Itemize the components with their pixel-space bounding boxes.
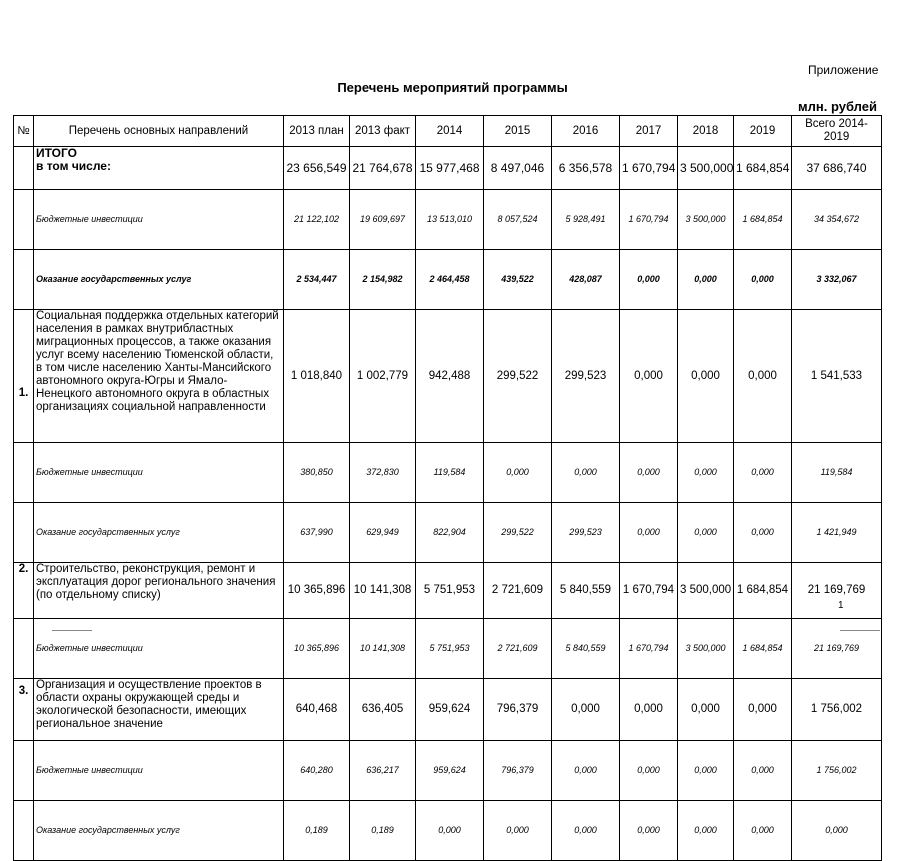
row-value-cell: 0,000 [416,801,484,861]
row-value-cell: 637,990 [284,503,350,563]
row-number [14,190,34,250]
row-number: 2. [14,563,34,619]
row-value-cell: 8 497,046 [484,147,552,190]
row-value-cell: 1 670,794 [620,147,678,190]
row-value-cell: 0,000 [678,250,734,310]
table-row [14,443,882,503]
row-value-cell: 0,000 [552,679,620,741]
row-name: ИТОГО в том числе: [34,147,284,190]
row-name: Бюджетные инвестиции [34,619,284,679]
table-row [14,310,882,443]
row-value-cell: 0,000 [552,741,620,801]
row-value-cell: 0,000 [552,801,620,861]
col-header-2019: 2019 [734,116,792,147]
row-value-cell: 0,000 [734,801,792,861]
table-row [14,250,882,310]
col-header-name: Перечень основных направлений [34,116,284,147]
row-value-cell: 1 018,840 [284,310,350,443]
row-value-cell: 796,379 [484,741,552,801]
page-number: 1 [838,600,844,611]
row-value-cell: 0,000 [734,741,792,801]
row-value-cell: 0,000 [734,503,792,563]
row-value-cell: 5 751,953 [416,563,484,619]
row-number [14,147,34,190]
row-value-cell: 439,522 [484,250,552,310]
row-value-cell: 1 541,533 [792,310,882,443]
footer-rule-right [840,630,880,631]
row-value-cell: 0,000 [792,801,882,861]
row-value-cell: 1 684,854 [734,147,792,190]
document-title: Перечень мероприятий программы [337,80,568,95]
col-header-2013-fact: 2013 факт [350,116,416,147]
table-row [14,503,882,563]
units-label: млн. рублей [798,99,877,114]
col-header-2015: 2015 [484,116,552,147]
row-value-cell: 0,000 [620,310,678,443]
row-value-cell: 119,584 [416,443,484,503]
row-number [14,503,34,563]
table-header-row [14,116,882,147]
col-header-2018: 2018 [678,116,734,147]
row-value-cell: 0,000 [484,443,552,503]
row-value-cell: 299,523 [552,310,620,443]
row-value-cell: 299,522 [484,310,552,443]
col-header-2017: 2017 [620,116,678,147]
program-measures-table [13,115,882,861]
row-value-cell: 0,000 [620,250,678,310]
row-value-cell: 428,087 [552,250,620,310]
row-name: Бюджетные инвестиции [34,190,284,250]
row-value-cell: 380,850 [284,443,350,503]
row-value-cell: 0,000 [552,443,620,503]
table-row [14,801,882,861]
row-value-cell: 2 464,458 [416,250,484,310]
row-value-cell: 1 756,002 [792,679,882,741]
row-value-cell: 0,189 [284,801,350,861]
row-value-cell: 299,523 [552,503,620,563]
row-value-cell: 0,000 [620,503,678,563]
row-value-cell: 2 154,982 [350,250,416,310]
row-value-cell: 0,000 [734,250,792,310]
row-value-cell: 0,000 [678,679,734,741]
row-value-cell: 0,000 [678,503,734,563]
row-value-cell: 5 840,559 [552,619,620,679]
row-number [14,443,34,503]
row-value-cell: 959,624 [416,679,484,741]
row-value-cell: 0,000 [734,443,792,503]
row-number [14,801,34,861]
row-value-cell: 942,488 [416,310,484,443]
row-value-cell: 1 670,794 [620,190,678,250]
row-value-cell: 3 332,067 [792,250,882,310]
row-value-cell: 0,000 [678,801,734,861]
row-number [14,741,34,801]
row-value-cell: 10 141,308 [350,619,416,679]
row-name: Социальная поддержка отдельных категорий населения в рамках внутрибластных миграционных процессов, а также оказания услуг всему населению Тюменской области, в том числе населению Ханты-Мансийского автономного округа-Югры и Ямало-Ненецкого автономного округа в областных организациях социальной направленности [34,310,284,443]
row-value-cell: 5 751,953 [416,619,484,679]
row-name: Оказание государственных услуг [34,801,284,861]
row-value-cell: 0,000 [620,741,678,801]
row-number [14,250,34,310]
col-header-no: № [14,116,34,147]
table-row [14,147,882,190]
row-value-cell: 6 356,578 [552,147,620,190]
row-value-cell: 0,000 [678,741,734,801]
row-value-cell: 21 169,769 [792,619,882,679]
row-value-cell: 34 354,672 [792,190,882,250]
row-value-cell: 2 534,447 [284,250,350,310]
row-number: 1. [14,310,34,443]
row-value-cell: 5 928,491 [552,190,620,250]
table-row [14,679,882,741]
row-value-cell: 640,468 [284,679,350,741]
row-value-cell: 0,000 [620,679,678,741]
row-value-cell: 2 721,609 [484,563,552,619]
row-value-cell: 0,000 [678,310,734,443]
col-header-2014: 2014 [416,116,484,147]
row-value-cell: 10 365,896 [284,563,350,619]
row-value-cell: 1 670,794 [620,619,678,679]
col-header-2016: 2016 [552,116,620,147]
row-value-cell: 119,584 [792,443,882,503]
row-name: Организация и осуществление проектов в области охраны окружающей среды и экологической безопасности, имеющих региональное значение [34,679,284,741]
appendix-label: Приложение [808,63,879,77]
row-value-cell: 0,000 [620,443,678,503]
row-value-cell: 0,000 [620,801,678,861]
row-name: Строительство, реконструкция, ремонт и эксплуатация дорог регионального значения (по отдельному списку) [34,563,284,619]
row-value-cell: 2 721,609 [484,619,552,679]
row-value-cell: 640,280 [284,741,350,801]
row-value-cell: 3 500,000 [678,147,734,190]
row-value-cell: 8 057,524 [484,190,552,250]
table-row [14,741,882,801]
footer-rule-left [52,630,92,631]
row-value-cell: 3 500,000 [678,619,734,679]
table-row [14,619,882,679]
row-value-cell: 37 686,740 [792,147,882,190]
row-value-cell: 13 513,010 [416,190,484,250]
row-number [14,619,34,679]
row-value-cell: 10 141,308 [350,563,416,619]
row-value-cell: 21 169,769 [792,563,882,619]
row-value-cell: 0,000 [484,801,552,861]
row-value-cell: 1 684,854 [734,190,792,250]
row-value-cell: 5 840,559 [552,563,620,619]
row-value-cell: 15 977,468 [416,147,484,190]
row-value-cell: 1 421,949 [792,503,882,563]
row-name: Бюджетные инвестиции [34,741,284,801]
row-value-cell: 796,379 [484,679,552,741]
row-value-cell: 1 670,794 [620,563,678,619]
row-value-cell: 372,830 [350,443,416,503]
row-value-cell: 10 365,896 [284,619,350,679]
row-value-cell: 1 684,854 [734,563,792,619]
row-name: Бюджетные инвестиции [34,443,284,503]
row-value-cell: 3 500,000 [678,190,734,250]
row-value-cell: 0,000 [734,679,792,741]
row-value-cell: 636,405 [350,679,416,741]
row-value-cell: 21 122,102 [284,190,350,250]
row-value-cell: 629,949 [350,503,416,563]
row-value-cell: 1 684,854 [734,619,792,679]
col-header-2013-plan: 2013 план [284,116,350,147]
row-name: Оказание государственных услуг [34,503,284,563]
row-value-cell: 822,904 [416,503,484,563]
table-row [14,190,882,250]
row-value-cell: 0,189 [350,801,416,861]
row-value-cell: 19 609,697 [350,190,416,250]
col-header-total: Всего 2014-2019 [792,116,882,147]
row-value-cell: 3 500,000 [678,563,734,619]
row-name: Оказание государственных услуг [34,250,284,310]
row-value-cell: 1 002,779 [350,310,416,443]
row-value-cell: 636,217 [350,741,416,801]
row-number: 3. [14,679,34,741]
row-value-cell: 299,522 [484,503,552,563]
row-value-cell: 959,624 [416,741,484,801]
row-value-cell: 0,000 [734,310,792,443]
row-value-cell: 1 756,002 [792,741,882,801]
table-row [14,563,882,619]
row-value-cell: 0,000 [678,443,734,503]
row-value-cell: 21 764,678 [350,147,416,190]
row-value-cell: 23 656,549 [284,147,350,190]
